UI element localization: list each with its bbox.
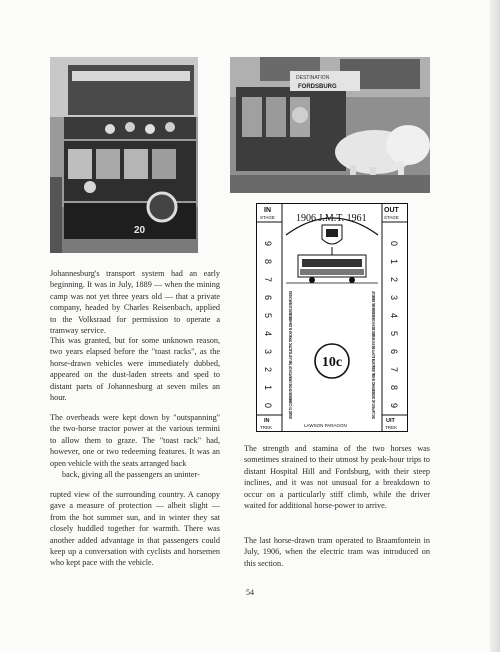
tram-number: 20	[134, 225, 146, 236]
ticket-left-number: 5	[263, 313, 273, 319]
ticket-right-number: 5	[389, 331, 399, 337]
tram-sign-bottom: FORDSBURG	[298, 84, 337, 90]
ticket-right-number: 2	[389, 277, 399, 283]
paragraph-toast-racks: This was granted, but for some unknown reason, two years elapsed before the "toast racks", as the horse-drawn vehicles were immediately dubbed, appeared on the dust-laden streets and sped to distant parts of Johannesburg at seven miles an hour.	[50, 336, 220, 403]
ticket-left-number: 2	[263, 367, 273, 373]
ticket-issued-text-english	[288, 291, 293, 419]
paragraph-uninterrupted-view: rupted view of the surrounding country. A canopy gave a measure of protection — albeit slight — from the hot summer sun, and in winter they sat closely huddled together for warmth. There was another added advantage in that passengers could keep up a conversation with cyclists and horsemen who kept pace with the vehicle.	[50, 490, 220, 568]
ticket-left-number: 4	[263, 331, 273, 337]
ticket-bottom-in: IN	[264, 418, 270, 424]
ticket-right-number: 4	[389, 313, 399, 319]
paragraph-last-horse-tram: The last horse-drawn tram operated to Braamfontein in July, 1906, when the electric tram was introduced on this section.	[244, 536, 430, 568]
tram-sign-top: DESTINATION	[296, 75, 330, 81]
ticket-printer: LAWSON PARAGON	[304, 423, 347, 428]
ticket-stage-label: STAGE	[260, 215, 275, 220]
photo-double-decker-tram	[50, 57, 198, 253]
ticket-left-number: 9	[263, 241, 273, 247]
paragraph-outspanning: The overheads were kept down by "outspanning" the two-horse tractor power at the various termini to allow them to graze. The "toast rack" had, however, one or two redeeming features. It was an open vehicle with the seats arranged back	[50, 413, 220, 468]
paragraph-horse-stamina: The strength and stamina of the two horses was sometimes strained to their utmost by peak-hour trips to distant Hospital Hill and Fordsburg, with their steep inclines, and it was not unusual for a breakdown to occur on a particularly stiff climb, while the driver waited for additional horse-power to arrive.	[244, 444, 430, 511]
ticket-left-number: 6	[263, 295, 273, 301]
photo-horse-drawn-tram	[230, 57, 430, 193]
ticket-right-number: 7	[389, 367, 399, 373]
ticket-bottom-trek: TREK	[260, 425, 273, 430]
ticket-left-number: 3	[263, 349, 273, 355]
ticket-out-label: OUT	[384, 207, 399, 214]
page-number: 54	[246, 588, 254, 597]
ticket-stage-label-right: STAGE	[384, 215, 399, 220]
ticket-left-number: 8	[263, 259, 273, 265]
ticket-in-label: IN	[264, 207, 271, 214]
ticket-right-number: 8	[389, 385, 399, 391]
ticket-bottom-trek-right: TREK	[385, 425, 398, 430]
ticket-left-number: 1	[263, 385, 273, 391]
ticket-issued-text-afrikaans: UITGEREIK TER HERDENKING VAN DIE GEBRUIK VAN DIE LAASTE ELEKTRIESE TREM IN JOHANNESBURG OP 18 MAART 1961	[371, 291, 376, 575]
ticket-right-number: 1	[389, 259, 399, 265]
ticket-right-number: 0	[389, 241, 399, 247]
ticket-right-number: 6	[389, 349, 399, 355]
paragraph-transport-beginning: Johannesburg's transport system had an early beginning. It was in July, 1889 — when the mining camp was not yet three years old — that a private company, headed by Charles Reisenbach, applied to the Volksraad for permission to operate a tramway service.	[50, 269, 220, 336]
ticket-right-number: 3	[389, 295, 399, 301]
ticket-left-number: 7	[263, 277, 273, 283]
ticket-fare: 10c	[321, 355, 343, 370]
ticket-bottom-uit: UIT	[386, 418, 395, 424]
ticket-header: 1906 J.M.T. 1961	[296, 213, 367, 224]
ticket-left-number: 0	[263, 403, 273, 409]
ticket-right-number: 9	[389, 403, 399, 409]
page-edge	[490, 0, 500, 652]
paragraph-outspanning-continued: back, giving all the passengers an uninter-	[62, 470, 200, 479]
